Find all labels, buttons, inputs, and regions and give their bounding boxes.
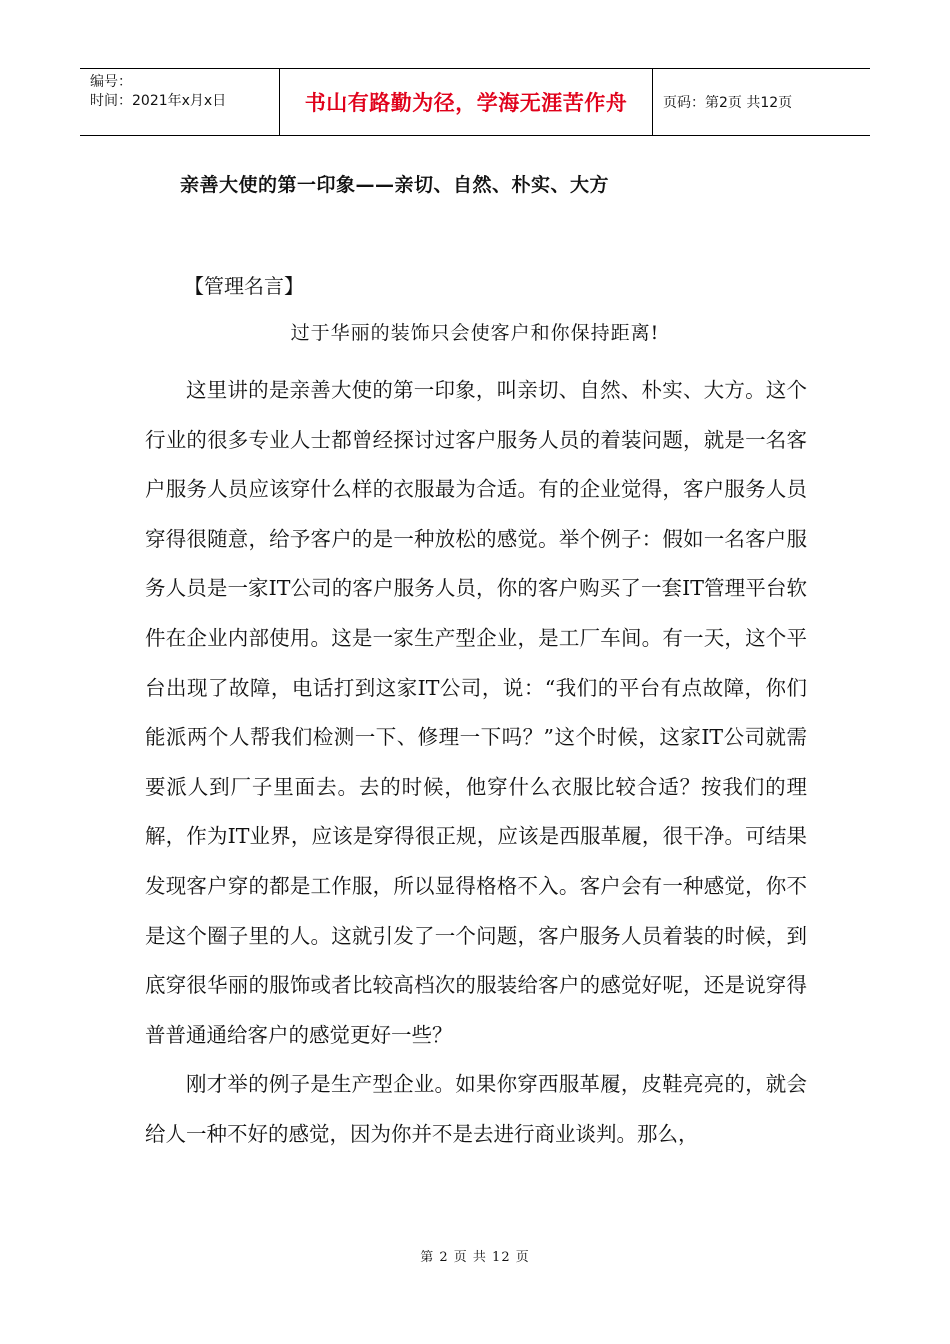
body-text — [145, 366, 807, 1160]
paragraph: 这里讲的是亲善大使的第一印象，叫亲切、自然、朴实、大方。这个行业的很多专业人士都曾经探讨过客户服务人员的着装问题，就是一名客户服务人员应该穿什么样的衣服最为合适。有的企业觉得，客户服务人员穿得很随意，给予客户的是一种放松的感觉。举个例子：假如一名客户服务人员是一家IT公司的客户服务人员，你的客户购买了一套IT管理平台软件在企业内部使用。这是一家生产型企业，是工厂车间。有一天，这个平台出现了故障，电话打到这家IT公司，说：“我们的平台有点故障，你们能派两个人帮我们检测一下、修理一下吗？”这个时候，这家IT公司就需要派人到厂子里面去。去的时候，他穿什么衣服比较合适？按我们的理解，作为IT业界，应该是穿得很正规，应该是西服革履，很干净。可结果发现客户穿的都是工作服，所以显得格格不入。客户会有一种感觉，你不是这个圈子里的人。这就引发了一个问题，客户服务人员着装的时候，到底穿很华丽的服饰或者比较高档次的服装给客户的感觉好呢，还是说穿得普普通通给客户的感觉更好一些？ — [145, 378, 807, 1047]
section-label: 【管理名言】 — [184, 274, 304, 298]
paragraph: 刚才举的例子是生产型企业。如果你穿西服革履，皮鞋亮亮的，就会给人一种不好的感觉，因为你并不是去进行商业谈判。那么， — [145, 1072, 807, 1146]
header-motto: 书山有路勤为径，学海无涯苦作舟 — [280, 69, 653, 135]
header-page-info: 页码：第2页 共12页 — [663, 95, 793, 111]
page-footer: 第 2 页 共 12 页 — [420, 1250, 530, 1265]
document-number-label: 编号： — [90, 74, 132, 90]
management-quote: 过于华丽的装饰只会使客户和你保持距离! — [290, 322, 660, 344]
document-date: 时间：2021年x月x日 — [90, 93, 227, 109]
header-meta — [80, 69, 280, 135]
document-title: 亲善大使的第一印象——亲切、自然、朴实、大方 — [180, 174, 610, 196]
page-header — [80, 68, 870, 136]
